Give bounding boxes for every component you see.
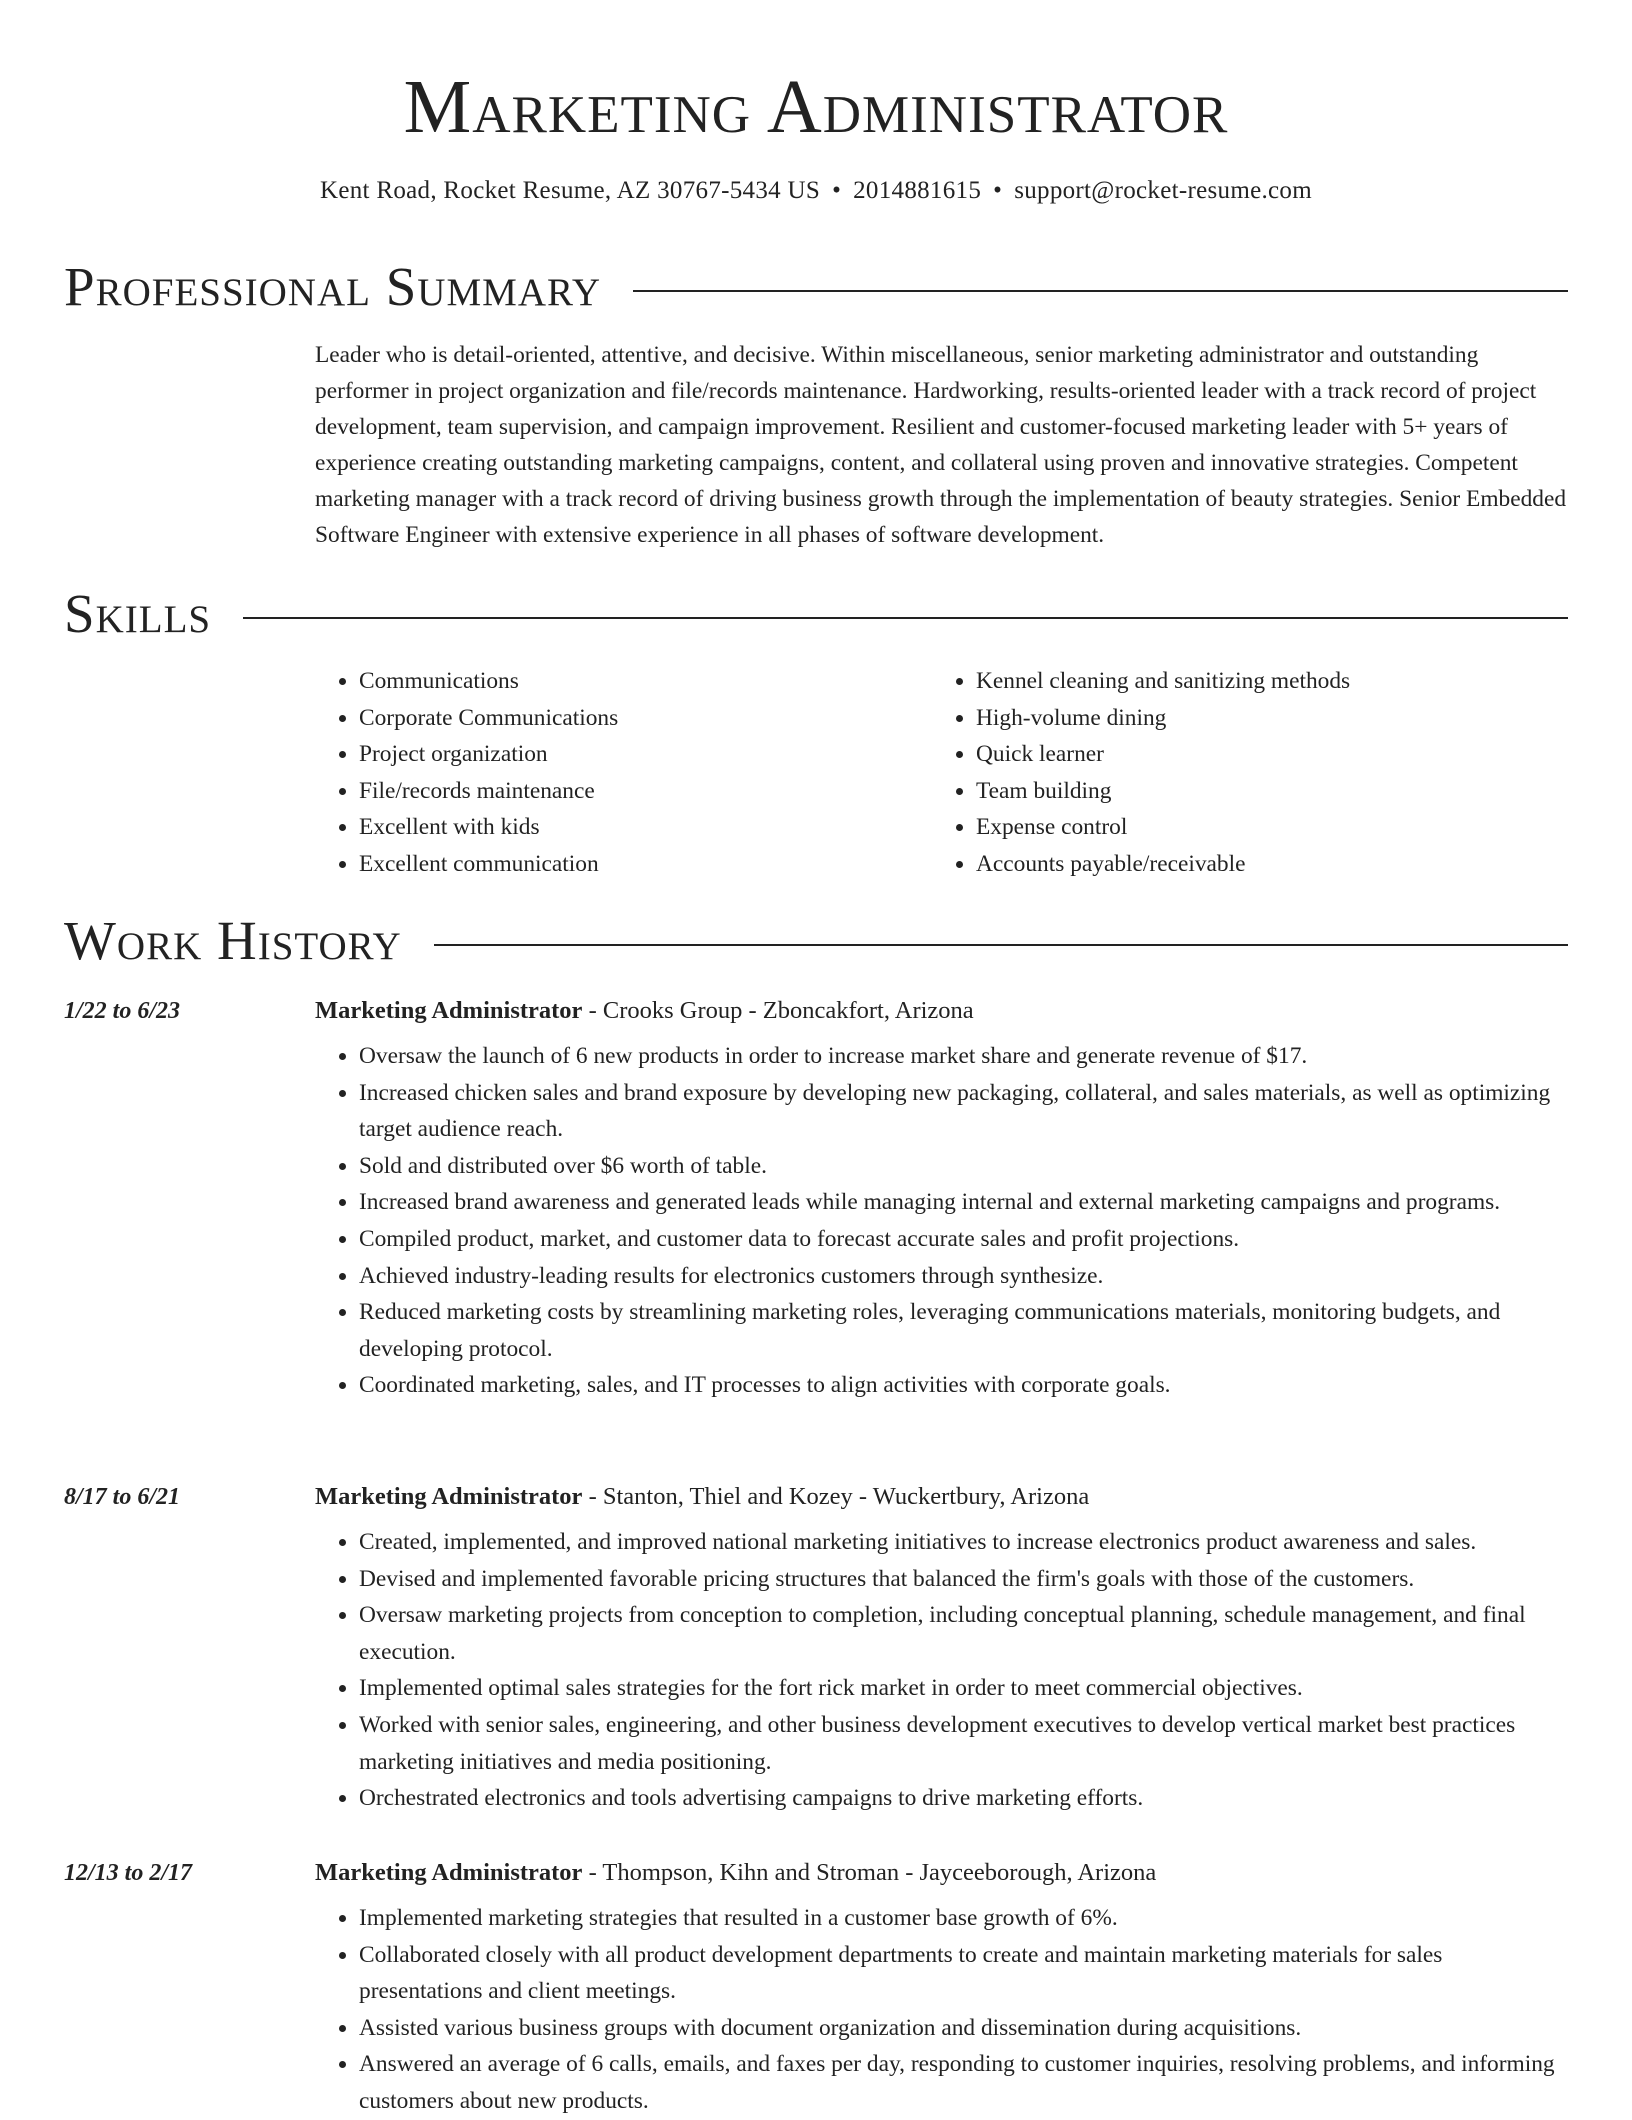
job-bullet: • Implemented marketing strategies that resulted in a customer base growth of 6%. <box>359 1900 1568 1937</box>
job-dates: 12/13 to 2/17 <box>64 1860 193 1886</box>
job-bullet: • Sold and distributed over $6 worth of table. <box>359 1148 1568 1185</box>
job-heading <box>315 993 974 1029</box>
job-bullet: • Orchestrated electronics and tools advertising campaigns to drive marketing efforts. <box>359 1780 1568 1817</box>
job-bullets <box>315 1038 1568 1404</box>
job-bullet: • Increased brand awareness and generated leads while managing internal and external marketing campaigns and programs. <box>359 1184 1568 1221</box>
section-divider <box>633 290 1568 292</box>
section-divider <box>243 617 1568 619</box>
job-bullet: • Increased chicken sales and brand exposure by developing new packaging, collateral, and sales materials, as well as optimizing target audience reach. <box>359 1075 1568 1148</box>
skill-item: • Project organization <box>359 736 932 773</box>
skill-item: • Expense control <box>976 809 1549 846</box>
job-company-location: - Thompson, Kihn and Stroman - Jayceeborough, Arizona <box>582 1859 1157 1886</box>
resume-name: Marketing Administrator <box>403 65 1229 149</box>
skill-item: • Corporate Communications <box>359 700 932 737</box>
job-bullet: • Oversaw the launch of 6 new products in order to increase market share and generate revenue of $17. <box>359 1038 1568 1075</box>
summary-section-title: Professional Summary <box>64 256 602 317</box>
job-heading <box>315 1855 1156 1891</box>
contact-separator: • <box>832 177 842 204</box>
job-bullet: • Worked with senior sales, engineering, and other business development executives to develop vertical market best practices marketing initiatives and media positioning. <box>359 1707 1568 1780</box>
job-bullet: • Created, implemented, and improved national marketing initiatives to increase electronics product awareness and sales. <box>359 1524 1568 1561</box>
contact-phone: 2014881615 <box>853 177 982 204</box>
job-company-location: - Crooks Group - Zboncakfort, Arizona <box>582 997 974 1024</box>
job-bullet: • Assisted various business groups with document organization and dissemination during acquisitions. <box>359 2010 1568 2047</box>
skills-column-right <box>932 663 1549 883</box>
skill-item: • Kennel cleaning and sanitizing methods <box>976 663 1549 700</box>
skill-item: • Accounts payable/receivable <box>976 846 1549 883</box>
job-title: Marketing Administrator <box>315 1859 583 1886</box>
job-bullet: • Coordinated marketing, sales, and IT processes to align activities with corporate goals. <box>359 1367 1568 1404</box>
contact-separator: • <box>993 177 1003 204</box>
work-section-title: Work History <box>64 910 402 971</box>
job-bullet: • Devised and implemented favorable pricing structures that balanced the firm's goals with those of the customers. <box>359 1561 1568 1598</box>
summary-section-header <box>64 252 1568 322</box>
job-bullets <box>315 1524 1568 1817</box>
skill-item: • Excellent communication <box>359 846 932 883</box>
job-bullet: • Collaborated closely with all product development departments to create and maintain marketing materials for sales presentations and client meetings. <box>359 1937 1568 2010</box>
contact-address: Kent Road, Rocket Resume, AZ 30767-5434 US <box>320 177 821 204</box>
skills-section-title: Skills <box>64 583 212 644</box>
skill-item: • High-volume dining <box>976 700 1549 737</box>
skills-list <box>315 663 1570 883</box>
job-bullet: • Oversaw marketing projects from conception to completion, including conceptual planning, schedule management, and final execution. <box>359 1597 1568 1670</box>
skill-item: • Communications <box>359 663 932 700</box>
contact-email: support@rocket-resume.com <box>1014 177 1312 204</box>
job-bullet: • Compiled product, market, and customer data to forecast accurate sales and profit projections. <box>359 1221 1568 1258</box>
skills-column-left <box>315 663 932 883</box>
job-bullets <box>315 1900 1568 2120</box>
job-bullet: • Achieved industry-leading results for electronics customers through synthesize. <box>359 1258 1568 1295</box>
job-bullet: • Answered an average of 6 calls, emails, and faxes per day, responding to customer inquiries, resolving problems, and informing customers about new products. <box>359 2046 1568 2119</box>
skills-section-header <box>64 579 1568 649</box>
contact-line <box>0 174 1632 208</box>
job-dates: 8/17 to 6/21 <box>64 1484 181 1510</box>
job-bullet: • Implemented optimal sales strategies for the fort rick market in order to meet commercial objectives. <box>359 1670 1568 1707</box>
skill-item: • Quick learner <box>976 736 1549 773</box>
section-divider <box>434 944 1568 946</box>
skill-item: • File/records maintenance <box>359 773 932 810</box>
job-heading <box>315 1479 1089 1515</box>
job-dates: 1/22 to 6/23 <box>64 998 181 1024</box>
job-bullet: • Reduced marketing costs by streamlining marketing roles, leveraging communications materials, monitoring budgets, and developing protocol. <box>359 1294 1568 1367</box>
work-section-header <box>64 906 1568 976</box>
summary-text: Leader who is detail-oriented, attentive, and decisive. Within miscellaneous, senior marketing administrator and outstanding performer in project organization and file/records maintenance. Hardworking, results-oriented leader with a track record of project development, team supervision, and campaign improvement. Resilient and customer-focused marketing leader with 5+ years of experience creating outstanding marketing campaigns, content, and collateral using proven and innovative strategies. Competent marketing manager with a track record of driving business growth through the implementation of beauty strategies. Senior Embedded Software Engineer with extensive experience in all phases of software development. <box>315 342 1567 548</box>
skill-item: • Excellent with kids <box>359 809 932 846</box>
job-title: Marketing Administrator <box>315 997 583 1024</box>
skill-item: • Team building <box>976 773 1549 810</box>
job-title: Marketing Administrator <box>315 1483 583 1510</box>
job-company-location: - Stanton, Thiel and Kozey - Wuckertbury, Arizona <box>582 1483 1090 1510</box>
